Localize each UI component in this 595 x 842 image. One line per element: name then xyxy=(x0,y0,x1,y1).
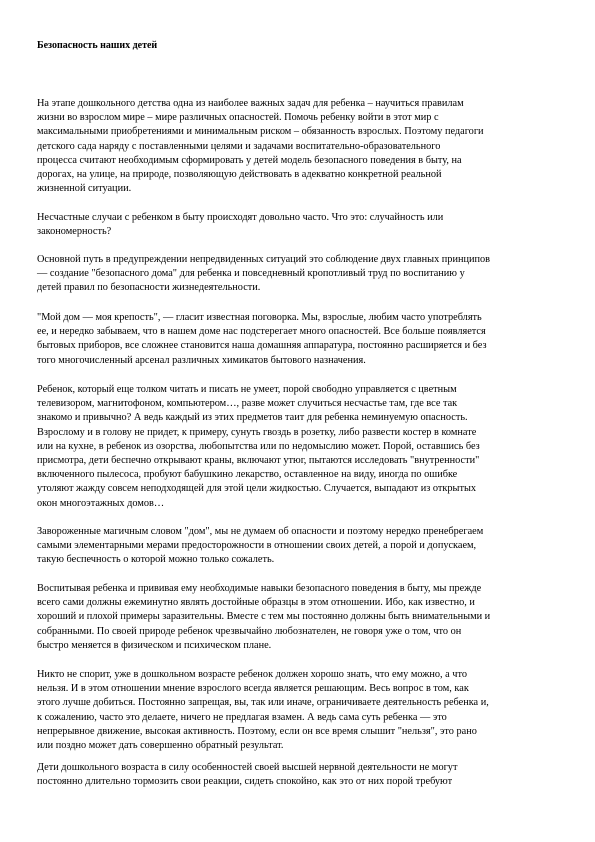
paragraph xyxy=(37,761,559,789)
paragraph xyxy=(37,211,559,239)
paragraph-line: окон многоэтажных домов… xyxy=(37,497,165,509)
paragraph-line: Никто не спорит, уже в дошкольном возрасте ребенок должен хорошо знать, что ему можно, а что xyxy=(37,669,467,680)
paragraph-line: включенного пылесоса, пробуют бабушкино лекарство, оставленное на виду, иногда по ошибке xyxy=(37,469,458,481)
paragraph-line: жизни во взрослом мире – мире различных опасностей. Помочь ребенку войти в этот мир с xyxy=(37,112,439,124)
paragraph xyxy=(37,525,559,568)
paragraph-line: На этапе дошкольного детства одна из наиболее важных задач для ребенка – научиться правилам xyxy=(37,98,464,109)
paragraph-line: хороший и плохой примеры заразительны. Вместе с тем мы постоянно должны быть внимательными и xyxy=(37,611,491,623)
paragraph-line: утоляют жажду совсем неподходящей для этой цели жидкостью. Случается, выпадают из открытых xyxy=(37,483,477,495)
paragraph-line: знакомо и привычно? А ведь каждый из этих предметов таит для ребенка неминуемую опасность. xyxy=(37,412,468,424)
paragraph-line: такую беспечность о которой можно только сожалеть. xyxy=(37,554,275,566)
paragraph-line: быстро меняется в физическом и психическом плане. xyxy=(37,639,272,651)
paragraph-line: "Мой дом — моя крепость", — гласит известная поговорка. Мы, взрослые, любим часто употреблять xyxy=(37,312,482,323)
paragraph-line: процесса считают необходимым сформировать у детей модель безопасного поведения в быту, на xyxy=(37,154,462,166)
paragraph-line: к сожалению, часто это делаете, ничего не предлагая взамен. А ведь сама суть ребенка — это xyxy=(37,711,447,723)
paragraph-line: постоянно длительно тормозить свои реакции, сидеть спокойно, как это от них порой требуют xyxy=(37,776,453,788)
paragraph xyxy=(37,668,559,753)
paragraph-line: детей правил по безопасности жизнедеятельности. xyxy=(37,282,261,294)
paragraph-line: Взрослому и в голову не придет, к примеру, сунуть гвоздь в розетку, либо развести костер в комнате xyxy=(37,426,477,438)
paragraph-line: телевизором, магнитофоном, компьютером…, разве может случиться несчастье там, где все так xyxy=(37,398,458,410)
paragraph-line: Основной путь в предупреждении непредвиденных ситуаций это соблюдение двух главных принципов xyxy=(37,254,491,265)
paragraph-line: всего сами должны ежеминутно являть достойные образцы в этом отношении. Ибо, как известно, и xyxy=(37,597,475,609)
paragraph xyxy=(37,97,559,196)
document-title: Безопасность наших детей xyxy=(37,40,158,51)
paragraph-line: Завороженные магичным словом "дом", мы не думаем об опасности и поэтому нередко пренебрегаем xyxy=(37,526,484,537)
paragraph-line: — создание "безопасного дома" для ребенка и повседневный кропотливый труд по воспитанию у xyxy=(37,268,465,280)
paragraph-line: бытовых приборов, все сложнее становится наша домашняя аппаратура, постоянно расширяется и без xyxy=(37,340,487,352)
paragraph-line: присмотра, дети беспечно открывают краны, включают утюг, пытаются исследовать "внутренности" xyxy=(37,455,480,467)
paragraph-line: нельзя. И в этом отношении мнение взрослого всегда является решающим. Весь вопрос в том, как xyxy=(37,683,469,695)
paragraph xyxy=(37,582,559,653)
paragraph-line: дорогах, на улице, на природе, позволяющую действовать в адекватно конкретной реальной xyxy=(37,169,442,181)
paragraph-line: закономерность? xyxy=(37,226,112,238)
paragraph-line: непрерывное движение, высокая активность. Поэтому, если он все время слышит "нельзя", это рано xyxy=(37,725,477,737)
paragraph xyxy=(37,383,559,511)
paragraph xyxy=(37,311,559,368)
paragraph-line: того многочисленный арсенал различных химикатов бытового назначения. xyxy=(37,354,366,366)
paragraph-line: максимальными приобретениями и минимальным риском – обязанность взрослых. Поэтому педагоги xyxy=(37,126,484,138)
paragraph-line: этого лучше добиться. Постоянно запрещая, вы, так или иначе, ограничиваете деятельность ребенка и, xyxy=(37,697,489,709)
paragraph-line: собранными. По своей природе ребенок чрезвычайно любознателен, не говоря уже о том, что он xyxy=(37,625,462,637)
paragraph-line: Несчастные случаи с ребенком в быту происходят довольно часто. Что это: случайность или xyxy=(37,212,444,223)
paragraph-line: или поздно может дать совершенно обратный результат. xyxy=(37,740,284,752)
paragraph-line: детского сада наряду с поставленными целями и задачами воспитательно-образовательного xyxy=(37,140,441,152)
paragraph-line: жизненной ситуации. xyxy=(37,183,132,195)
paragraph-line: или на кухне, в ребенок из озорства, любопытства или по недомыслию может. Порой, оставшись без xyxy=(37,440,480,452)
paragraph-line: Дети дошкольного возраста в силу особенностей своей высшей нервной деятельности не могут xyxy=(37,762,458,773)
paragraph-line: ее, и нередко забываем, что в нашем доме нас подстерегает много опасностей. Все больше появляется xyxy=(37,326,486,338)
paragraph-line: Воспитывая ребенка и прививая ему необходимые навыки безопасного поведения в быту, мы прежде xyxy=(37,583,482,594)
paragraph xyxy=(37,253,559,296)
paragraph-line: Ребенок, который еще толком читать и писать не умеет, порой свободно управляется с цветным xyxy=(37,384,457,395)
paragraph-line: самыми элементарными мерами предосторожности в отношении своих детей, а порой и допускаем, xyxy=(37,540,477,552)
